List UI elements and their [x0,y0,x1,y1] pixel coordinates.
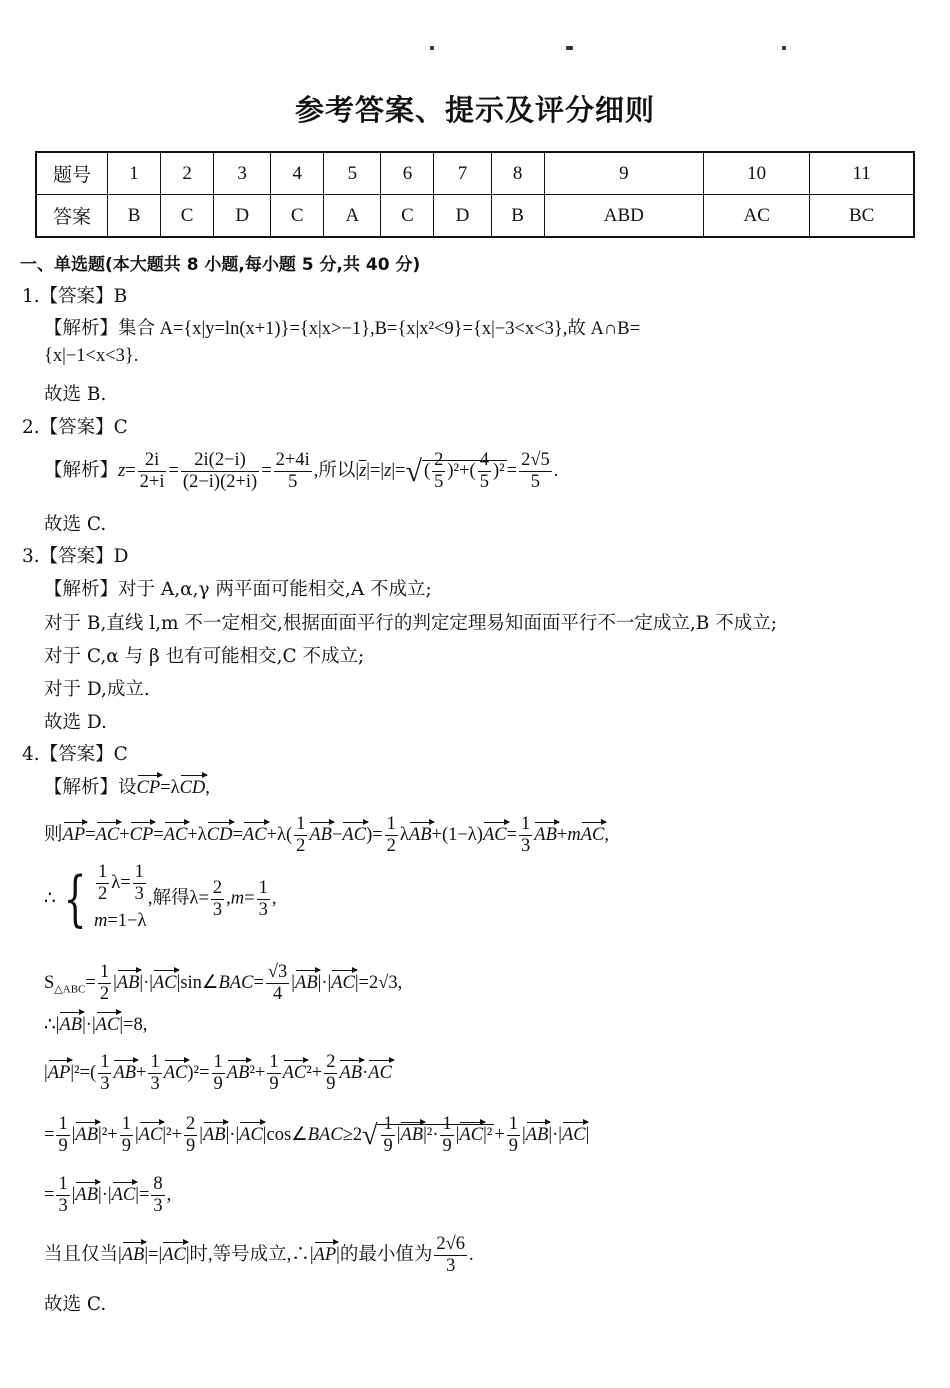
table-row-answers [36,195,914,238]
q4-area-line: $S_{\triangle ABC}=$ $\frac{1}{2}$ |AB|·|AC|sin∠BAC= $\frac{√3}{4}$ |AB|·|AC|=2√3, [44,962,403,1005]
q1-analysis-line1: 【解析】集合 A={x|y=ln(x+1)}={x|x>−1},B={x|x²<9}={x|−3<x<3},故 A∩B= [44,319,641,339]
table-cell: C [161,195,214,238]
table-cell: 4 [271,152,324,195]
q3-line2: 对于 B,直线 l,m 不一定相交,根据面面平行的判定定理易知面面平行不一定成立,B 不成立; [44,613,777,634]
q4-result-line: = $\frac{1}{3}$ |AB|·|AC|= $\frac{8}{3}$ , [44,1174,172,1217]
row-label-number: 题号 [36,152,108,195]
section-heading: 一、单选题(本大题共 8 小题,每小题 5 分,共 40 分) [20,255,421,275]
q3-line1: 【解析】对于 A,α,γ 两平面可能相交,A 不成立; [44,579,432,600]
q1-answer: 1.【答案】B [22,286,128,307]
q4-inequality-line: = $\frac{1}{9}$ |AB|²+ $\frac{1}{9}$ |AC|²+ $\frac{2}{9}$ |AB|·|AC|cos∠BAC≥2√ $\frac{1}{9}$ |AB|²· $\frac{1}{9}$ |AC|² + $\frac{1}{9}$ |AB|·|AC| [44,1114,590,1157]
q1-analysis-line2: {x|−1<x<3}. [44,346,139,366]
q4-final-prefix: 当且仅当 [44,1245,119,1266]
q4-square-line: |AP|²=( $\frac{1}{3}$ AB+ $\frac{1}{3}$ AC)²= $\frac{1}{9}$ AB²+ $\frac{1}{9}$ AC²+ $\frac{2}{9}$ AB·AC [44,1052,392,1095]
table-cell: C [271,195,324,238]
q2-analysis-formula: 【解析】z= $\frac{2i}{2+i}$ = $\frac{2i(2-i)}{(2-i)(2+i)}$ = $\frac{2+4i}{5}$ ,所以$|\overline{z}|=|z|=√$ ( $\frac{2}{5}$ )²+( $\frac{4}{5}$ )² = $\frac{2√5}{5}$ . [44,450,559,493]
q2-label: 【解析】 [44,461,119,482]
table-cell: 3 [214,152,271,195]
q3-conclusion: 故选 D. [44,712,107,733]
row-label-answer: 答案 [36,195,108,238]
table-cell: 9 [544,152,703,195]
table-cell: ABD [544,195,703,238]
q4-final-suffix: 的最小值为 [339,1245,433,1266]
table-cell: A [324,195,381,238]
table-row-numbers [36,152,914,195]
q4-answer: 4.【答案】C [22,744,128,765]
q4-therefore: ∴ [44,888,56,909]
table-cell: 8 [491,152,544,195]
table-cell: 5 [324,152,381,195]
table-cell: B [108,195,161,238]
table-cell: 11 [810,152,914,195]
q2-conclusion: 故选 C. [44,514,107,535]
header-print-marks [430,46,800,60]
answer-table [35,151,915,238]
table-cell: 1 [108,152,161,195]
table-cell: D [434,195,491,238]
q4-solve: ,解得 [147,888,190,909]
table-cell: BC [810,195,914,238]
q1-conclusion: 故选 B. [44,384,107,405]
q3-line4: 对于 D,成立. [44,679,150,700]
table-cell: 2 [161,152,214,195]
table-cell: 10 [704,152,810,195]
q2-answer: 2.【答案】C [22,417,128,438]
q3-answer: 3.【答案】D [22,546,129,567]
table-cell: AC [704,195,810,238]
q4-product-line: ∴|AB|·|AC|=8, [44,1015,148,1035]
q4-system: ∴ { $\frac{1}{2}$ λ= $\frac{1}{3}$ m=1−λ ,解得λ= $\frac{2}{3}$ ,m= $\frac{1}{3}$ , [44,862,277,935]
q2-mid-text: ,所以 [313,461,356,482]
q4-final-line: 当且仅当|AB|=|AC|时,等号成立,∴|AP|的最小值为 $\frac{2√6}{3}$ . [44,1234,474,1277]
q4-analysis-line2: 则AP=AC+CP=AC+λCD=AC+λ( $\frac{1}{2}$ AB−AC)= $\frac{1}{2}$ λAB+(1−λ)AC= $\frac{1}{3}$ AB+mAC, [44,814,609,857]
document-title: 参考答案、提示及评分细则 [294,93,655,127]
table-cell: D [214,195,271,238]
q4-analysis-line1: 【解析】设CP=λCD, [44,778,210,798]
q3-line3: 对于 C,α 与 β 也有可能相交,C 不成立; [44,646,365,667]
q4-then: 则 [44,825,63,846]
table-cell: B [491,195,544,238]
table-cell: 6 [381,152,434,195]
table-cell: 7 [434,152,491,195]
table-cell: C [381,195,434,238]
q4-final-mid: 时,等号成立,∴ [189,1245,310,1266]
q4-label: 【解析】设 [44,778,137,798]
q4-conclusion: 故选 C. [44,1294,107,1315]
